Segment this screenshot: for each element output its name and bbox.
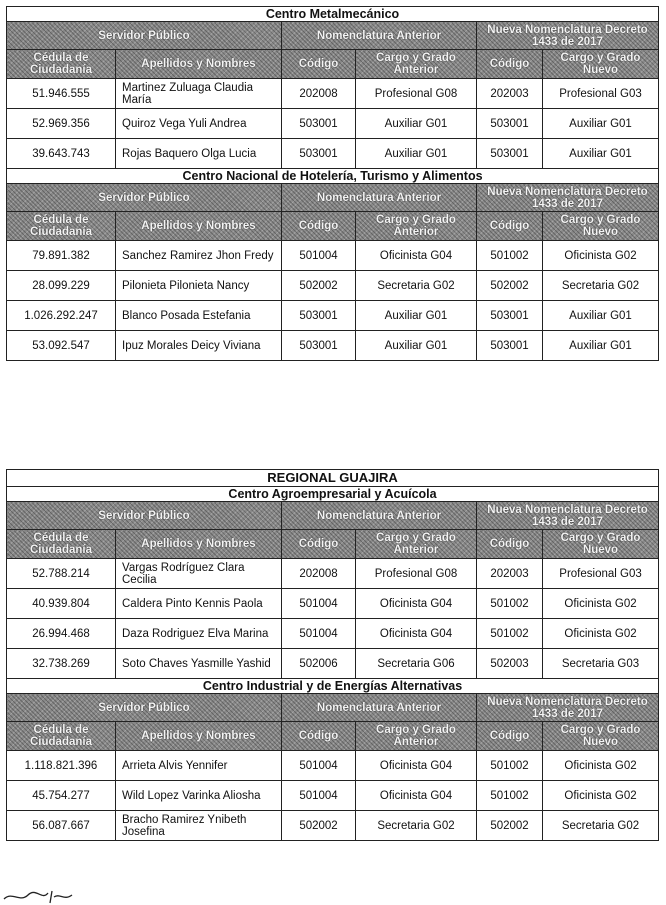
- table-row: [7, 589, 659, 619]
- header-nueva-nomenclatura: Nueva Nomenclatura Decreto 1433 de 2017: [477, 694, 659, 722]
- signature-scribble: [2, 887, 92, 905]
- cedula-cell: 45.754.277: [7, 781, 116, 811]
- header-servidor-publico: Servidor Público: [7, 694, 282, 722]
- cargo-cell: Profesional G08: [356, 79, 477, 109]
- cedula-cell: 79.891.382: [7, 241, 116, 271]
- codigo-nuevo-cell: 501002: [477, 781, 543, 811]
- cargo-nuevo-cell: Secretaria G02: [543, 271, 659, 301]
- nombre-cell: Daza Rodriguez Elva Marina: [116, 619, 282, 649]
- cargo-cell: Oficinista G04: [356, 781, 477, 811]
- codigo-cell: 501004: [282, 751, 356, 781]
- codigo-cell: 501004: [282, 781, 356, 811]
- codigo-cell: 202008: [282, 559, 356, 589]
- header-cargo-anterior: Cargo y Grado Anterior: [356, 212, 477, 241]
- cargo-cell: Auxiliar G01: [356, 301, 477, 331]
- codigo-cell: 503001: [282, 331, 356, 361]
- cargo-nuevo-cell: Auxiliar G01: [543, 109, 659, 139]
- nombre-cell: Rojas Baquero Olga Lucia: [116, 139, 282, 169]
- cargo-nuevo-cell: Secretaria G02: [543, 811, 659, 841]
- nombre-cell: Ipuz Morales Deicy Viviana: [116, 331, 282, 361]
- cedula-cell: 52.969.356: [7, 109, 116, 139]
- header-nueva-nomenclatura: Nueva Nomenclatura Decreto 1433 de 2017: [477, 502, 659, 530]
- header-codigo-nuevo: Código: [477, 530, 543, 559]
- cedula-cell: 39.643.743: [7, 139, 116, 169]
- nombre-cell: Caldera Pinto Kennis Paola: [116, 589, 282, 619]
- cedula-cell: 51.946.555: [7, 79, 116, 109]
- header-cedula: Cédula de Ciudadanía: [7, 212, 116, 241]
- header-nueva-nomenclatura: Nueva Nomenclatura Decreto 1433 de 2017: [477, 22, 659, 50]
- cargo-nuevo-cell: Auxiliar G01: [543, 331, 659, 361]
- table-row: [7, 139, 659, 169]
- header-nomenclatura-anterior: Nomenclatura Anterior: [282, 184, 477, 212]
- codigo-cell: 502006: [282, 649, 356, 679]
- cargo-cell: Auxiliar G01: [356, 109, 477, 139]
- codigo-nuevo-cell: 501002: [477, 241, 543, 271]
- cedula-cell: 32.738.269: [7, 649, 116, 679]
- cedula-cell: 26.994.468: [7, 619, 116, 649]
- codigo-nuevo-cell: 503001: [477, 109, 543, 139]
- header-nomenclatura-anterior: Nomenclatura Anterior: [282, 502, 477, 530]
- table-row: [7, 241, 659, 271]
- header-codigo: Código: [282, 530, 356, 559]
- header-cargo-nuevo: Cargo y Grado Nuevo: [543, 722, 659, 751]
- codigo-nuevo-cell: 502003: [477, 649, 543, 679]
- header-cargo-nuevo: Cargo y Grado Nuevo: [543, 50, 659, 79]
- codigo-nuevo-cell: 501002: [477, 619, 543, 649]
- codigo-cell: 501004: [282, 241, 356, 271]
- header-apellidos-nombres: Apellidos y Nombres: [116, 50, 282, 79]
- table-row: [7, 781, 659, 811]
- header-cargo-anterior: Cargo y Grado Anterior: [356, 50, 477, 79]
- header-codigo: Código: [282, 722, 356, 751]
- cargo-nuevo-cell: Oficinista G02: [543, 619, 659, 649]
- codigo-nuevo-cell: 501002: [477, 589, 543, 619]
- cargo-nuevo-cell: Oficinista G02: [543, 241, 659, 271]
- cargo-cell: Oficinista G04: [356, 589, 477, 619]
- cargo-cell: Secretaria G02: [356, 811, 477, 841]
- codigo-nuevo-cell: 503001: [477, 331, 543, 361]
- header-servidor-publico: Servidor Público: [7, 502, 282, 530]
- nombre-cell: Martinez Zuluaga Claudia María: [116, 79, 282, 109]
- header-cedula: Cédula de Ciudadanía: [7, 722, 116, 751]
- codigo-cell: 501004: [282, 589, 356, 619]
- codigo-nuevo-cell: 502002: [477, 811, 543, 841]
- cargo-cell: Auxiliar G01: [356, 331, 477, 361]
- header-codigo-nuevo: Código: [477, 212, 543, 241]
- nombre-cell: Soto Chaves Yasmille Yashid: [116, 649, 282, 679]
- nombre-cell: Quiroz Vega Yuli Andrea: [116, 109, 282, 139]
- header-servidor-publico: Servidor Público: [7, 22, 282, 50]
- table-row: [7, 331, 659, 361]
- header-codigo: Código: [282, 212, 356, 241]
- nombre-cell: Pilonieta Pilonieta Nancy: [116, 271, 282, 301]
- cedula-cell: 1.118.821.396: [7, 751, 116, 781]
- header-codigo-nuevo: Código: [477, 722, 543, 751]
- nombre-cell: Bracho Ramirez Ynibeth Josefina: [116, 811, 282, 841]
- cedula-cell: 1.026.292.247: [7, 301, 116, 331]
- table-row: [7, 649, 659, 679]
- cargo-cell: Oficinista G04: [356, 619, 477, 649]
- table-row: [7, 79, 659, 109]
- cargo-cell: Oficinista G04: [356, 751, 477, 781]
- cedula-cell: 40.939.804: [7, 589, 116, 619]
- cargo-nuevo-cell: Auxiliar G01: [543, 301, 659, 331]
- section-title: Centro Metalmecánico: [7, 7, 659, 22]
- codigo-cell: 503001: [282, 109, 356, 139]
- cargo-nuevo-cell: Auxiliar G01: [543, 139, 659, 169]
- cargo-cell: Secretaria G06: [356, 649, 477, 679]
- servidores-table-metalmecanico: [6, 6, 659, 361]
- codigo-nuevo-cell: 202003: [477, 79, 543, 109]
- header-cargo-anterior: Cargo y Grado Anterior: [356, 530, 477, 559]
- cargo-cell: Secretaria G02: [356, 271, 477, 301]
- nombre-cell: Vargas Rodríguez Clara Cecilia: [116, 559, 282, 589]
- cedula-cell: 28.099.229: [7, 271, 116, 301]
- nombre-cell: Sanchez Ramirez Jhon Fredy: [116, 241, 282, 271]
- header-apellidos-nombres: Apellidos y Nombres: [116, 530, 282, 559]
- table-row: [7, 619, 659, 649]
- header-apellidos-nombres: Apellidos y Nombres: [116, 212, 282, 241]
- header-codigo-nuevo: Código: [477, 50, 543, 79]
- header-nomenclatura-anterior: Nomenclatura Anterior: [282, 694, 477, 722]
- codigo-cell: 502002: [282, 271, 356, 301]
- header-cargo-nuevo: Cargo y Grado Nuevo: [543, 212, 659, 241]
- cedula-cell: 53.092.547: [7, 331, 116, 361]
- section-title: Centro Agroempresarial y Acuícola: [7, 487, 659, 502]
- section-title: Centro Nacional de Hotelería, Turismo y Alimentos: [7, 169, 659, 184]
- table-row: [7, 301, 659, 331]
- codigo-cell: 503001: [282, 139, 356, 169]
- codigo-cell: 501004: [282, 619, 356, 649]
- table-row: [7, 811, 659, 841]
- header-cedula: Cédula de Ciudadanía: [7, 530, 116, 559]
- nombre-cell: Arrieta Alvis Yennifer: [116, 751, 282, 781]
- header-servidor-publico: Servidor Público: [7, 184, 282, 212]
- cedula-cell: 52.788.214: [7, 559, 116, 589]
- table-row: [7, 109, 659, 139]
- header-cedula: Cédula de Ciudadanía: [7, 50, 116, 79]
- header-cargo-anterior: Cargo y Grado Anterior: [356, 722, 477, 751]
- cargo-cell: Auxiliar G01: [356, 139, 477, 169]
- codigo-nuevo-cell: 503001: [477, 301, 543, 331]
- header-nueva-nomenclatura: Nueva Nomenclatura Decreto 1433 de 2017: [477, 184, 659, 212]
- cargo-nuevo-cell: Oficinista G02: [543, 589, 659, 619]
- table-row: [7, 751, 659, 781]
- cargo-cell: Profesional G08: [356, 559, 477, 589]
- nombre-cell: Blanco Posada Estefania: [116, 301, 282, 331]
- cedula-cell: 56.087.667: [7, 811, 116, 841]
- codigo-nuevo-cell: 502002: [477, 271, 543, 301]
- servidores-table-guajira: [6, 469, 659, 841]
- section-title: Centro Industrial y de Energías Alternativas: [7, 679, 659, 694]
- cargo-cell: Oficinista G04: [356, 241, 477, 271]
- header-cargo-nuevo: Cargo y Grado Nuevo: [543, 530, 659, 559]
- cargo-nuevo-cell: Profesional G03: [543, 79, 659, 109]
- table-row: [7, 271, 659, 301]
- header-nomenclatura-anterior: Nomenclatura Anterior: [282, 22, 477, 50]
- nombre-cell: Wild Lopez Varinka Aliosha: [116, 781, 282, 811]
- codigo-nuevo-cell: 202003: [477, 559, 543, 589]
- table-row: [7, 559, 659, 589]
- cargo-nuevo-cell: Profesional G03: [543, 559, 659, 589]
- codigo-nuevo-cell: 503001: [477, 139, 543, 169]
- cargo-nuevo-cell: Oficinista G02: [543, 781, 659, 811]
- codigo-nuevo-cell: 501002: [477, 751, 543, 781]
- header-codigo: Código: [282, 50, 356, 79]
- codigo-cell: 202008: [282, 79, 356, 109]
- header-apellidos-nombres: Apellidos y Nombres: [116, 722, 282, 751]
- regional-title: REGIONAL GUAJIRA: [7, 470, 659, 487]
- codigo-cell: 502002: [282, 811, 356, 841]
- codigo-cell: 503001: [282, 301, 356, 331]
- cargo-nuevo-cell: Oficinista G02: [543, 751, 659, 781]
- cargo-nuevo-cell: Secretaria G03: [543, 649, 659, 679]
